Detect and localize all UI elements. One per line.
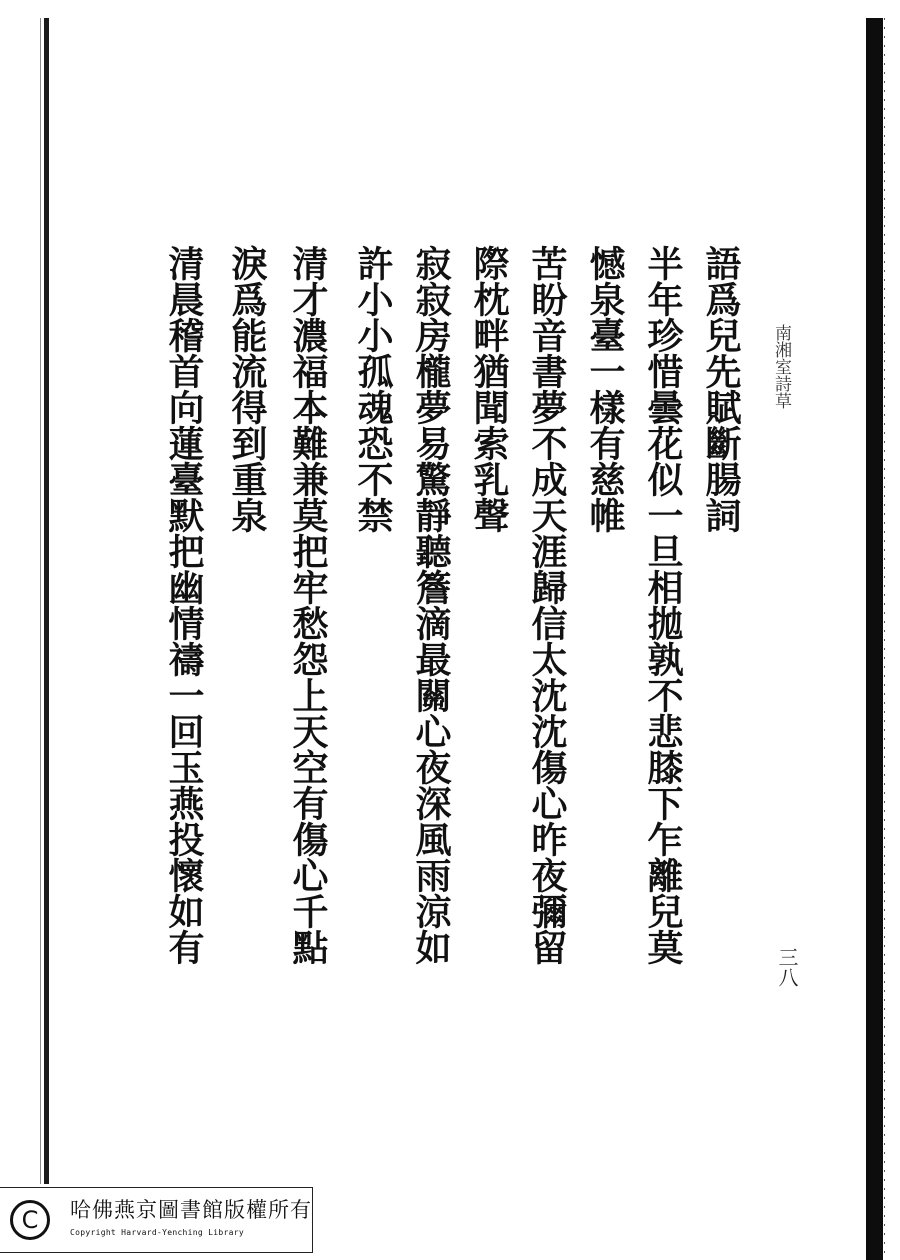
- page-number: 三八: [775, 947, 799, 987]
- page-edge-right: [866, 18, 883, 1260]
- copyright-english: Copyright Harvard-Yenching Library: [70, 1228, 244, 1237]
- page-edge-left: [44, 18, 49, 1184]
- copyright-chinese: 哈佛燕京圖書館版權所有: [70, 1198, 312, 1222]
- text-column: 淚爲能流得到重泉: [226, 245, 268, 533]
- text-column: 際枕畔猶聞索乳聲: [468, 245, 510, 533]
- text-column: 許小小孤魂恐不禁: [352, 245, 394, 533]
- text-column: 寂寂房櫳夢易驚靜聽簷滴最關心夜深風雨涼如: [410, 245, 452, 965]
- text-column: 清才濃福本難兼莫把牢愁怨上天空有傷心千點: [287, 245, 329, 965]
- margin-book-title: 南湘室詩草: [771, 324, 791, 409]
- text-column: 清晨稽首向蓮臺默把幽情禱一回玉燕投懷如有: [163, 245, 205, 965]
- copyright-box: [0, 1187, 313, 1253]
- text-column: 苦盼音書夢不成天涯歸信太沈沈傷心昨夜彌留: [526, 245, 568, 965]
- page-edge-right-dots: [884, 18, 885, 1260]
- text-column: 憾泉臺一樣有慈帷: [584, 245, 626, 533]
- copyright-icon: C: [10, 1200, 50, 1240]
- page-edge-left-line: [40, 18, 41, 1184]
- text-column: 語爲兒先賦斷腸詞: [700, 245, 742, 533]
- text-column: 半年珍惜曇花似一旦相拋孰不悲膝下乍離兒莫: [642, 245, 684, 965]
